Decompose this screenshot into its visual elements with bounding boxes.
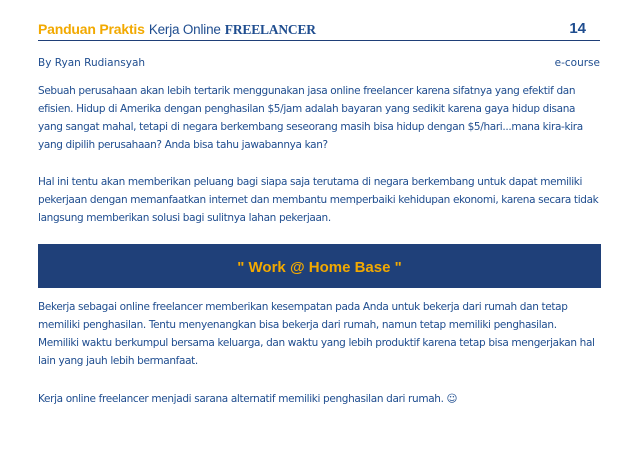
header-title <box>38 21 316 38</box>
header-subtitle: Kerja Online <box>148 22 221 37</box>
page-number: 14 <box>569 20 586 37</box>
paragraph-2: Hal ini tentu akan memberikan peluang bagi siapa saja terutama di negara berkembang untuk dapat memiliki pekerjaan dengan memanfaatkan internet dan membantu memperbaiki kehidupan ekonomi, karena secara tidak langsung memberikan solusi bagi sulitnya lahan pekerjaan. <box>38 176 599 224</box>
header-subtitle-bold: FREELANCER <box>224 22 316 37</box>
page-header <box>38 20 600 41</box>
section-banner <box>38 244 601 288</box>
banner-title: " Work @ Home Base " <box>237 259 402 276</box>
paragraph-1: Sebuah perusahaan akan lebih tertarik menggunakan jasa online freelancer karena sifatnya yang efektif dan efisien. Hidup di Amerika dengan penghasilan $5/jam adalah bayaran yang sedikit karena gaya hidup disana yang sangat mahal, tetapi di negara berkembang seseorang masih bisa hidup dengan $5/hari...mana kira-kira yang dipilih perusahaan? Anda bisa tahu jawabannya kan? <box>38 85 583 151</box>
paragraph-3: Bekerja sebagai online freelancer memberikan kesempatan pada Anda untuk bekerja dari rumah dan tetap memiliki penghasilan. Tentu menyenangkan bisa bekerja dari rumah, namun tetap memiliki penghasilan. Memiliki waktu berkumpul bersama keluarga, dan waktu yang lebih produktif karena tetap bisa mengerjakan hal lain yang jauh lebih bermanfaat. <box>38 301 595 367</box>
category-label: e-course <box>554 57 600 69</box>
byline <box>38 57 600 69</box>
author: By Ryan Rudiansyah <box>38 57 146 69</box>
header-brand: Panduan Praktis <box>38 21 145 37</box>
paragraph-4: Kerja online freelancer menjadi sarana alternatif memiliki penghasilan dari rumah. ☺ <box>38 393 458 405</box>
